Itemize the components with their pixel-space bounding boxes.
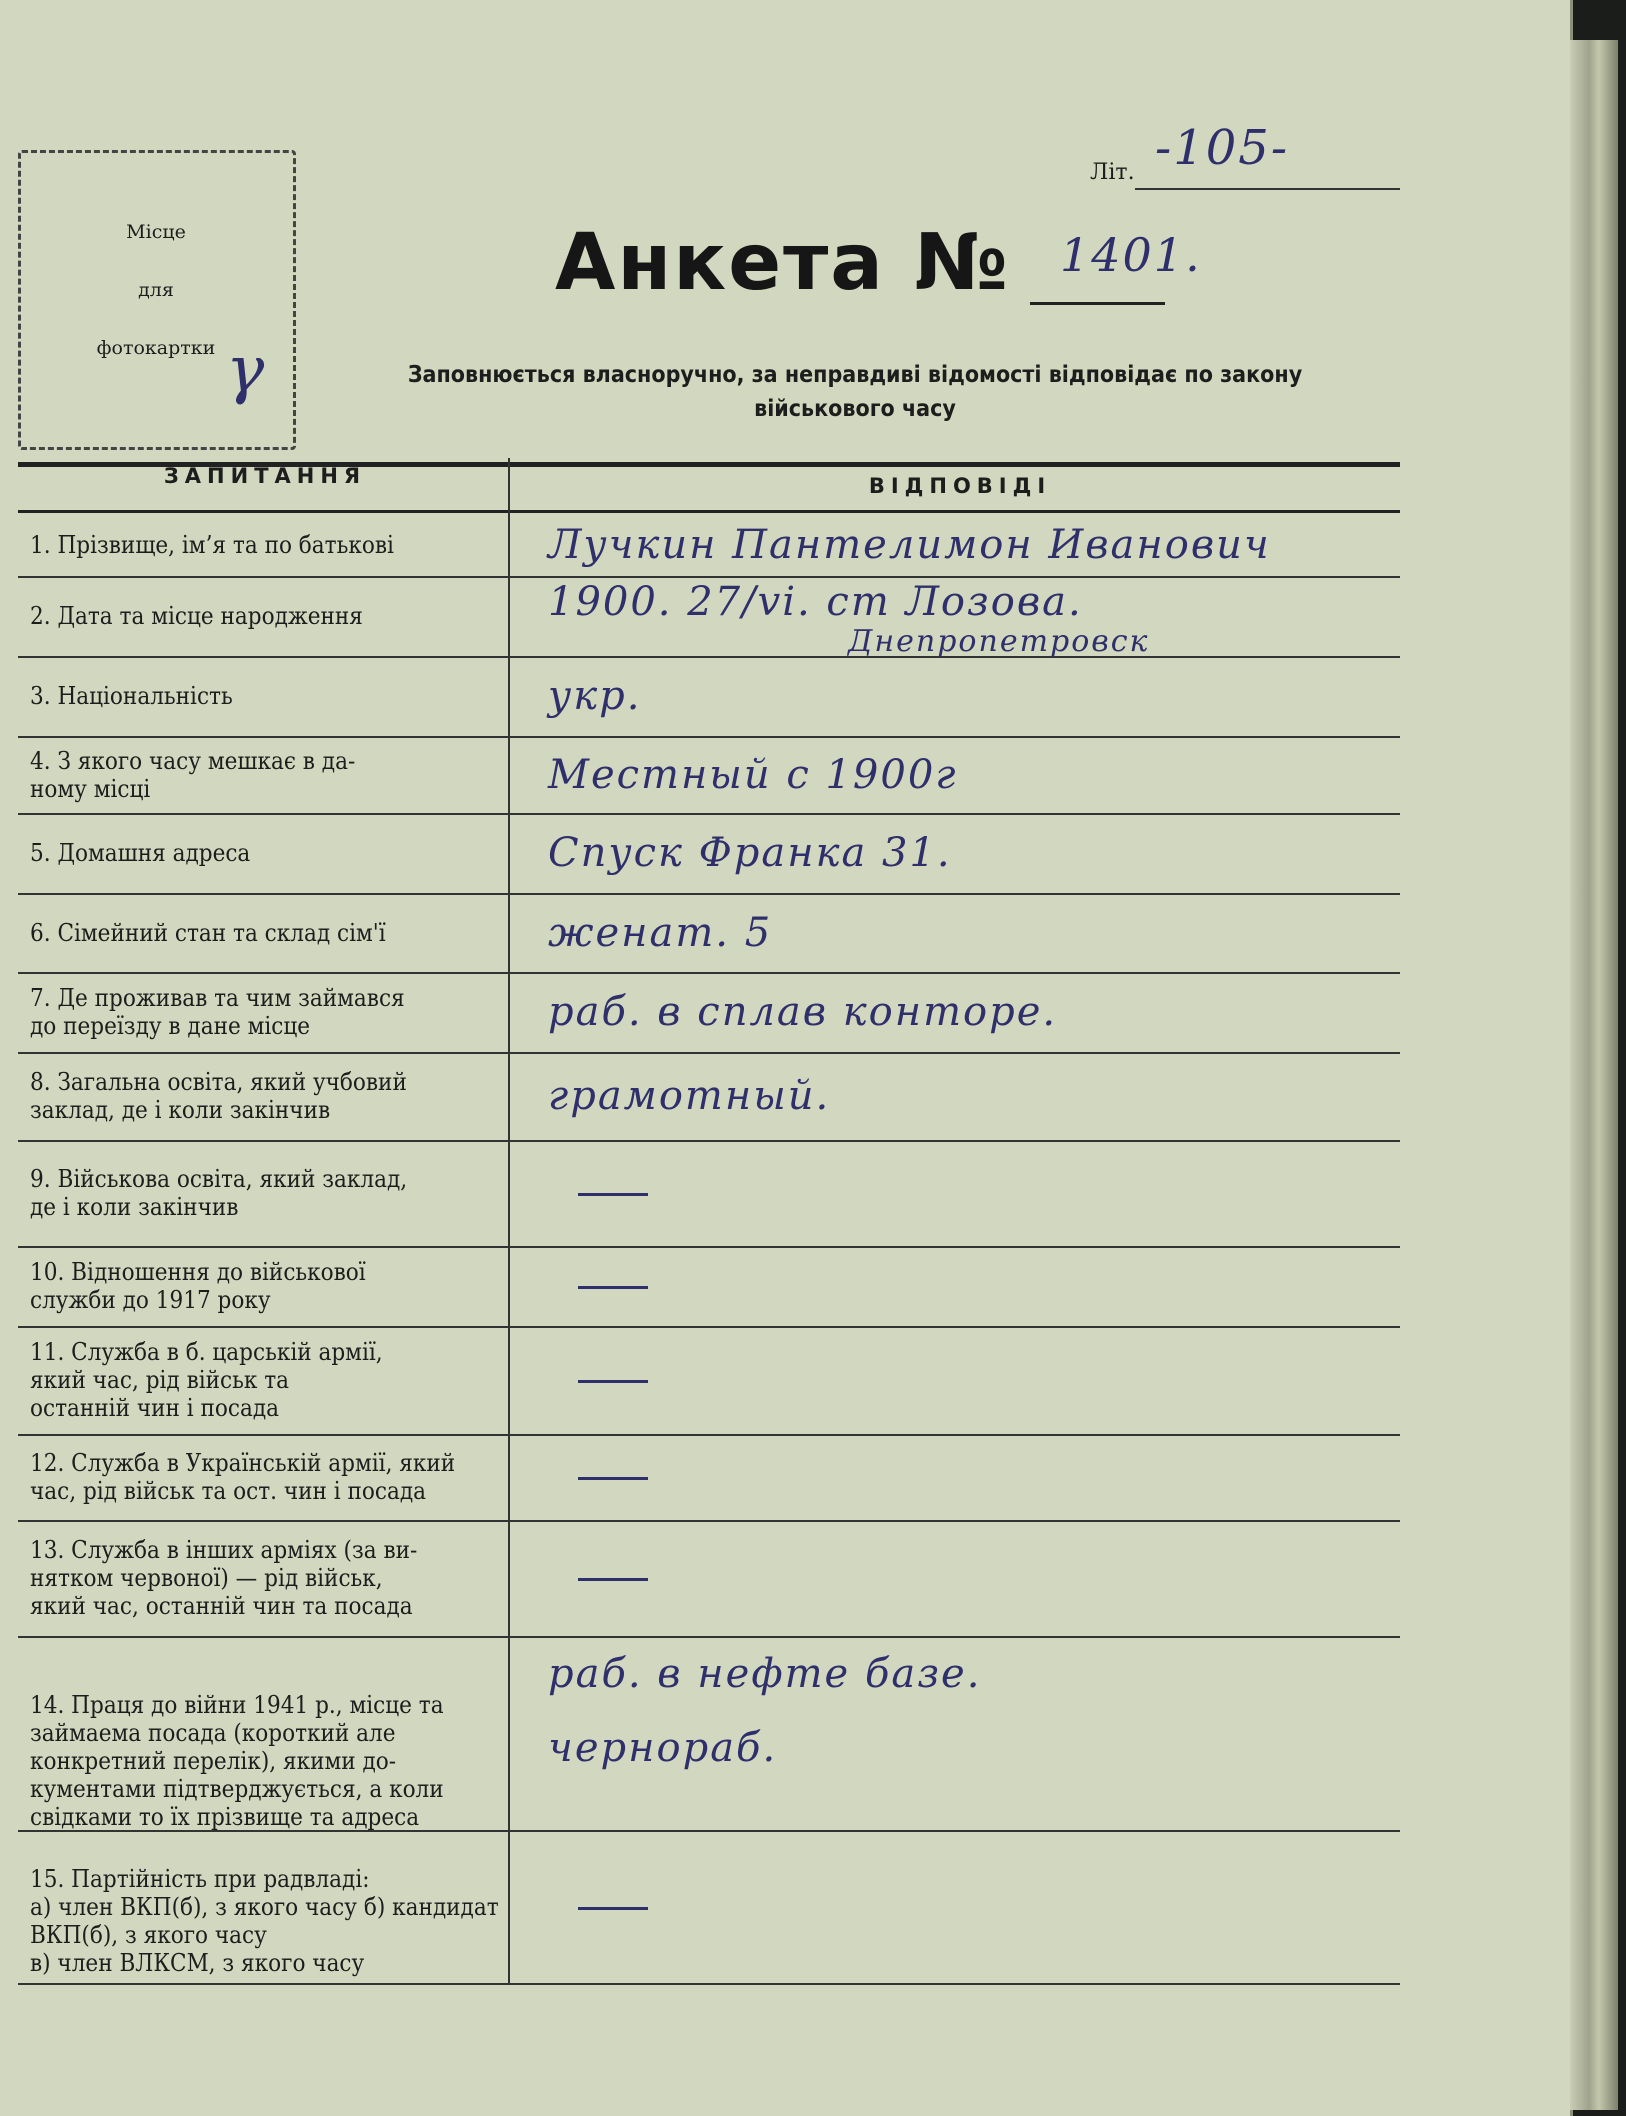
answer-line: Лучкин Пантелимон Иванович — [548, 522, 1271, 568]
answer-line: Днепропетровск — [848, 624, 1150, 659]
question-text — [30, 1258, 516, 1314]
form-row — [18, 972, 1400, 1054]
question-line: 13. Служба в інших арміях (за ви- — [30, 1536, 418, 1564]
question-text — [30, 602, 516, 630]
question-line: 6. Сімейний стан та склад сім'ї — [30, 918, 386, 947]
form-row — [18, 1636, 1400, 1832]
question-line: до переїзду в дане місце — [30, 1012, 311, 1040]
question-line: 15. Партійність при радвладі: — [30, 1864, 370, 1893]
photo-label-line1: Місце — [126, 221, 186, 243]
question-line: який час, останній чин та посада — [30, 1592, 413, 1620]
answer-text — [548, 1650, 1388, 1772]
form-row — [18, 1326, 1400, 1436]
form-row — [18, 576, 1400, 658]
photo-placeholder — [18, 150, 296, 450]
question-line: служби до 1917 року — [30, 1286, 271, 1314]
question-line: заклад, де і коли закінчив — [30, 1096, 331, 1124]
empty-answer-dash — [578, 1193, 648, 1196]
empty-answer-dash — [578, 1380, 648, 1383]
answer-text — [548, 1072, 1388, 1120]
question-text — [30, 531, 516, 559]
form-row — [18, 656, 1400, 738]
photo-label-line2: для — [138, 279, 174, 301]
question-line: нятком червоної) — рід військ, — [30, 1564, 383, 1592]
answer-text — [548, 829, 1388, 877]
number-underline — [1030, 302, 1165, 305]
answer-line: 1900. 27/vi. ст Лозова. — [548, 579, 1083, 625]
answer-text — [548, 988, 1388, 1036]
question-line: 12. Служба в Українській армії, який — [30, 1449, 456, 1477]
answer-text — [548, 578, 1388, 658]
answer-line: Местный с 1900г — [548, 751, 958, 798]
form-instructions — [320, 358, 1390, 426]
question-line: 14. Праця до війни 1941 р., місце та — [30, 1691, 444, 1719]
photo-label-line3: фотокартки — [96, 337, 216, 359]
question-text — [30, 682, 516, 710]
question-line: час, рід військ та ост. чин і посада — [30, 1477, 427, 1505]
question-text — [30, 1068, 516, 1124]
question-line: в) член ВЛКСМ, з якого часу — [30, 1948, 365, 1977]
form-row — [18, 1830, 1400, 1985]
question-line: 1. Прізвище, ім’я та по батькові — [30, 531, 394, 559]
answer-text — [548, 672, 1388, 720]
form-row — [18, 813, 1400, 895]
header-bottom-rule — [18, 510, 1400, 513]
question-line: 5. Домашня адреса — [30, 839, 251, 867]
question-line: який час, рід військ та — [30, 1366, 290, 1394]
underlying-pages-edge — [1570, 40, 1618, 2110]
lit-label: Літ. — [1090, 160, 1135, 185]
form-row — [18, 1140, 1400, 1248]
question-line: 8. Загальна освіта, який учбовий — [30, 1068, 407, 1096]
question-line: 11. Служба в б. царській армії, — [30, 1338, 383, 1366]
question-text — [30, 839, 516, 867]
column-header-questions: ЗАПИТАННЯ — [163, 464, 367, 488]
empty-answer-dash — [578, 1286, 648, 1289]
question-text — [30, 1865, 516, 1977]
answer-text — [548, 751, 1388, 799]
empty-answer-dash — [578, 1907, 648, 1910]
question-line: ному місці — [30, 774, 151, 803]
form-row — [18, 1434, 1400, 1522]
question-line: останній чин і посада — [30, 1394, 279, 1422]
form-title: Анкета № — [555, 218, 1010, 308]
question-text — [30, 1536, 516, 1620]
form-row — [18, 893, 1400, 974]
empty-answer-dash — [578, 1578, 648, 1581]
answer-line: укр. — [548, 673, 642, 719]
form-row — [18, 1246, 1400, 1328]
question-line: 9. Військова освіта, який заклад, — [30, 1165, 408, 1193]
form-row — [18, 1520, 1400, 1638]
instructions-line1: Заповнюється власноручно, за неправдиві відомості відповідає по закону — [407, 362, 1303, 388]
form-row — [18, 736, 1400, 815]
question-line: 4. З якого часу мешкає в да- — [30, 746, 356, 775]
question-text — [30, 1338, 516, 1422]
question-text — [30, 1449, 516, 1505]
column-header-answers: ВІДПОВІДІ — [868, 474, 1052, 498]
form-number: 1401. — [1060, 228, 1202, 282]
question-line: 3. Національність — [30, 682, 233, 710]
answer-line: грамотный. — [548, 1073, 831, 1119]
answer-line: раб. в нефте базе. — [548, 1651, 982, 1697]
answer-line: женат. 5 — [548, 909, 773, 956]
question-text — [30, 1165, 516, 1221]
question-line: кументами підтверджується, а коли свідками то їх прізвище та адреса — [30, 1775, 444, 1831]
form-row — [18, 1052, 1400, 1142]
photo-handwritten-mark: γ — [226, 333, 267, 407]
question-text — [30, 1691, 516, 1831]
question-text — [30, 984, 516, 1040]
answer-text — [548, 521, 1388, 569]
answer-text — [548, 909, 1388, 957]
instructions-line2: військового часу — [754, 396, 956, 422]
lit-underline — [1135, 188, 1400, 190]
question-line: а) член ВКП(б), з якого часу б) кандидат ВКП(б), з якого часу — [30, 1892, 499, 1949]
answer-line: Спуск Франка 31. — [548, 830, 952, 876]
page-number: -105- — [1155, 120, 1290, 176]
empty-answer-dash — [578, 1477, 648, 1480]
question-line: 7. Де проживав та чим займався — [30, 984, 405, 1012]
question-text — [30, 919, 516, 947]
answer-line: чернораб. — [548, 1725, 778, 1771]
question-line: займаема посада (короткий але конкретний перелік), якими до- — [30, 1719, 397, 1775]
question-line: 2. Дата та місце народження — [30, 602, 363, 630]
answer-line: раб. в сплав конторе. — [548, 989, 1058, 1035]
question-text — [30, 747, 516, 803]
form-row — [18, 514, 1400, 578]
question-line: де і коли закінчив — [30, 1193, 239, 1221]
question-line: 10. Відношення до військової — [30, 1258, 366, 1286]
